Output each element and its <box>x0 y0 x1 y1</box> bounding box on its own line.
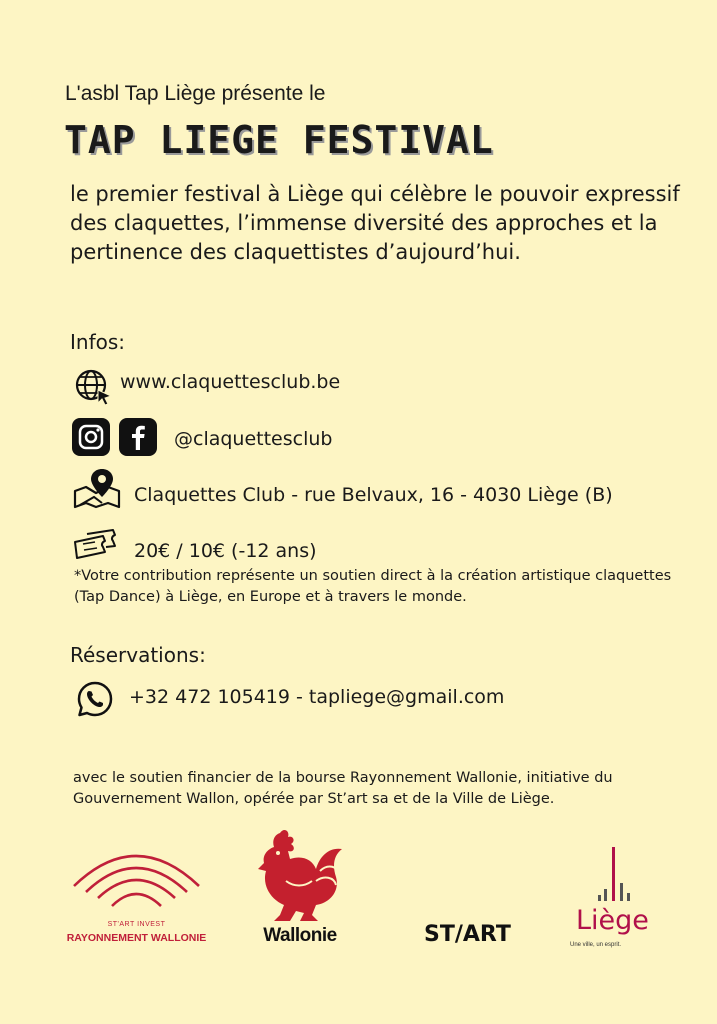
reservation-contact[interactable]: +32 472 105419 - tapliege@gmail.com <box>129 686 505 708</box>
start-logo: ST/ART <box>424 922 511 947</box>
rayonnement-label: RAYONNEMENT WALLONIE <box>66 932 207 944</box>
festival-title: TAP LIEGE FESTIVAL <box>64 118 494 162</box>
presenter-line: L'asbl Tap Liège présente le <box>65 82 326 105</box>
liege-bars-icon <box>570 845 660 903</box>
wallonie-label: Wallonie <box>263 925 337 946</box>
facebook-icon[interactable] <box>118 417 158 457</box>
liege-label: Liège <box>576 905 649 936</box>
globe-cursor-icon <box>74 368 114 406</box>
instagram-icon[interactable] <box>71 417 111 457</box>
ticket-icon <box>73 528 123 562</box>
whatsapp-icon[interactable] <box>76 680 114 718</box>
reservations-heading: Réservations: <box>70 643 206 667</box>
address-text: Claquettes Club - rue Belvaux, 16 - 4030 Liège (B) <box>134 484 613 506</box>
price-text: 20€ / 10€ (-12 ans) <box>134 540 317 562</box>
social-handle[interactable]: @claquettesclub <box>174 428 333 450</box>
website-link[interactable]: www.claquettesclub.be <box>120 371 341 393</box>
rayonnement-wallonie-logo <box>64 840 209 950</box>
contribution-note: *Votre contribution représente un soutien direct à la création artistique claquettes (Tap Dance) à Liège, en Europe et à travers le monde. <box>74 568 672 605</box>
liege-logo <box>570 845 660 955</box>
map-pin-icon <box>72 467 122 509</box>
rooster-icon <box>250 825 350 925</box>
rayonnement-arcs-icon <box>64 840 209 920</box>
start-invest-label: ST'ART INVEST <box>107 921 166 928</box>
wallonie-logo <box>250 825 350 950</box>
liege-tagline: Une ville, un esprit. <box>570 942 622 948</box>
infos-heading: Infos: <box>70 330 126 354</box>
intro-text: le premier festival à Liège qui célèbre le pouvoir expressif des claquettes, l’immense diversité des approches et la pertinence des claquettistes d’aujourd’hui. <box>70 182 680 264</box>
support-text: avec le soutien financier de la bourse Rayonnement Wallonie, initiative du Gouvernement Wallon, opérée par St’art sa et de la Ville de Liège. <box>73 770 613 807</box>
